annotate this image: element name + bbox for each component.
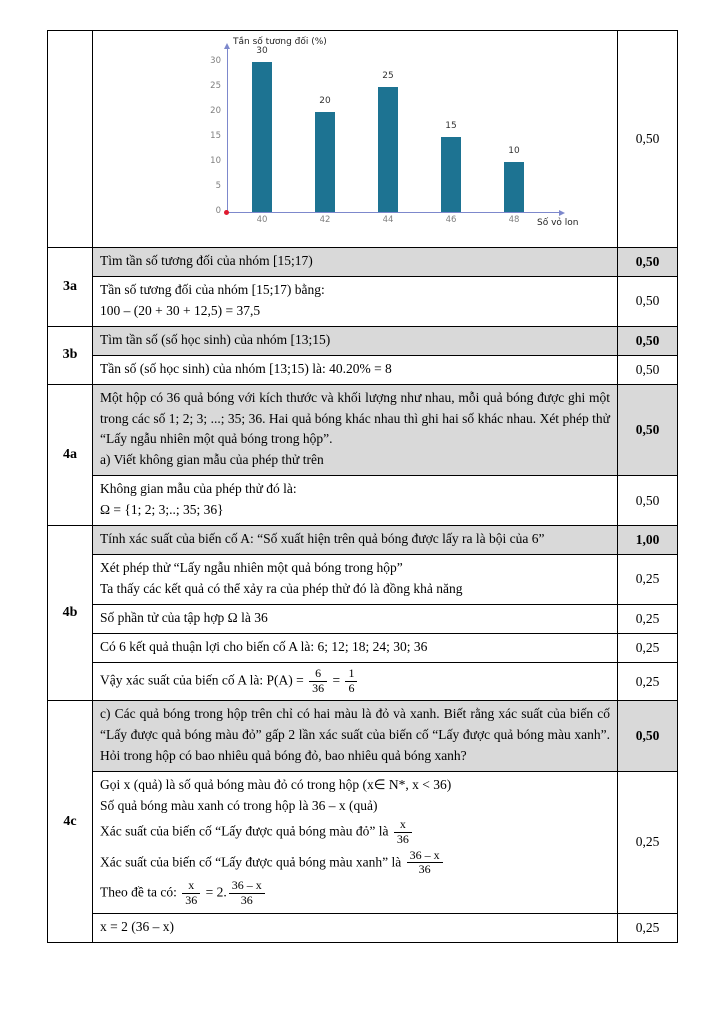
score-cell: 0,50 <box>618 31 678 248</box>
fraction-denominator: 36 <box>312 680 325 695</box>
content-line <box>100 388 610 451</box>
answer-cell <box>93 555 618 605</box>
x-tick-label: 44 <box>382 214 394 225</box>
chart-cell <box>93 31 618 248</box>
answer-cell <box>93 633 618 662</box>
rubric-row <box>48 248 678 277</box>
y-axis-arrow-icon <box>224 43 230 49</box>
text-segment: Gọi x (quả) là số quả bóng màu đỏ có trong hộp (x∈ N*, x < 36) <box>100 777 452 793</box>
text-segment: Tần số tương đối của nhóm [15;17) bằng: <box>100 281 325 297</box>
content-line <box>100 301 610 322</box>
frequency-bar-chart <box>185 36 615 241</box>
score-cell: 0,25 <box>618 633 678 662</box>
fraction-denominator: 6 <box>348 680 355 695</box>
text-segment: Không gian mẫu của phép thử đó là: <box>100 481 297 497</box>
content-line <box>100 775 610 796</box>
text-segment: Xác suất của biến cố “Lấy được quả bóng màu xanh” là <box>100 853 405 869</box>
question-label: 4c <box>48 701 93 942</box>
text-segment: Có 6 kết quả thuận lợi cho biến cố A là: 6; 12; 18; 24; 30; 36 <box>100 638 428 654</box>
y-tick-label: 5 <box>215 180 221 191</box>
text-segment: Theo đề ta có: <box>100 884 181 900</box>
question-label <box>48 31 93 248</box>
fraction-numerator: 1 <box>345 667 357 682</box>
fraction-numerator: 36 – x <box>229 879 265 894</box>
score-cell: 0,50 <box>618 701 678 772</box>
chart-bar <box>378 87 398 212</box>
content-line <box>100 479 610 500</box>
text-segment: = 2. <box>202 884 227 900</box>
answer-cell <box>93 913 618 942</box>
content-line <box>100 796 610 817</box>
content-line <box>100 359 610 380</box>
rubric-row <box>48 526 678 555</box>
chart-bar <box>441 137 461 212</box>
fraction <box>345 667 357 696</box>
text-segment: a) Viết không gian mẫu của phép thử trên <box>100 452 324 468</box>
y-tick-label: 10 <box>210 155 221 166</box>
fraction-denominator: 36 <box>240 892 253 907</box>
x-tick-label: 48 <box>508 214 520 225</box>
chart-bar <box>252 62 272 212</box>
bar-value-label: 15 <box>445 121 457 132</box>
score-cell: 0,50 <box>618 248 678 277</box>
content-line <box>100 251 610 272</box>
y-tick-label: 0 <box>215 205 221 216</box>
fraction-denominator: 36 <box>418 862 431 877</box>
content-line <box>100 666 610 697</box>
content-line <box>100 579 610 600</box>
fraction-numerator: 6 <box>309 667 327 682</box>
fraction <box>407 849 443 878</box>
rubric-row <box>48 662 678 701</box>
content-line <box>100 848 610 879</box>
x-axis-arrow-icon <box>559 210 565 216</box>
chart-bar <box>504 162 524 212</box>
text-segment: 100 – (20 + 30 + 12,5) = 37,5 <box>100 302 261 318</box>
y-tick-label: 30 <box>210 55 221 66</box>
content-line <box>100 529 610 550</box>
question-statement-cell <box>93 701 618 772</box>
score-cell: 0,50 <box>618 326 678 355</box>
score-cell: 0,25 <box>618 662 678 701</box>
y-tick-label: 20 <box>210 105 221 116</box>
text-segment: Tần số (số học sinh) của nhóm [13;15) là: 40.20% = 8 <box>100 360 392 376</box>
y-axis <box>227 49 228 213</box>
text-segment: Một hộp có 36 quả bóng với kích thước và khối lượng như nhau, mỗi quả bóng được ghi một trong các số 1; 2; 3; ...; 35; 36. Hai quả bóng khác nhau thì ghi hai số khác nhau. Xét phép thử “Lấy ngẫu nhiên một quả bóng trong hộp”. <box>100 389 610 447</box>
fraction-denominator: 36 <box>396 831 409 846</box>
content-line <box>100 704 610 767</box>
answer-cell <box>93 662 618 701</box>
y-axis-title: Tần số tương đối (%) <box>233 37 327 47</box>
fraction <box>229 879 265 908</box>
text-segment: c) Các quả bóng trong hộp trên chỉ có hai màu là đỏ và xanh. Biết rằng xác suất của biến cố “Lấy được quả bóng màu đỏ” gấp 2 lần xác suất của biến cố “Lấy được quả bóng màu xanh”. Hỏi trong hộp có bao nhiêu quả bóng đỏ, bao nhiêu quả bóng xanh? <box>100 706 610 764</box>
text-segment: x = 2 (36 – x) <box>100 918 174 934</box>
rubric-row <box>48 476 678 526</box>
score-cell: 0,50 <box>618 476 678 526</box>
x-tick-label: 40 <box>256 214 268 225</box>
rubric-row <box>48 633 678 662</box>
text-segment: Xác suất của biến cố “Lấy được quả bóng màu đỏ” là <box>100 823 392 839</box>
x-tick-label: 46 <box>445 214 457 225</box>
fraction-denominator: 36 <box>185 892 198 907</box>
answer-cell <box>93 476 618 526</box>
question-label: 3a <box>48 248 93 327</box>
score-cell: 0,25 <box>618 604 678 633</box>
rubric-row <box>48 913 678 942</box>
question-statement-cell <box>93 326 618 355</box>
rubric-row <box>48 31 678 248</box>
text-segment: Tính xác suất của biến cố A: “Số xuất hiện trên quả bóng được lấy ra là bội của 6” <box>100 531 545 547</box>
bar-value-label: 10 <box>508 146 520 157</box>
chart-bar <box>315 112 335 212</box>
content-line <box>100 917 610 938</box>
x-tick-label: 42 <box>319 214 331 225</box>
rubric-row <box>48 772 678 914</box>
text-segment: Ω = {1; 2; 3;..; 35; 36} <box>100 502 224 518</box>
text-segment: Vậy xác suất của biến cố A là: P(A) = <box>100 672 308 688</box>
content-line <box>100 878 610 909</box>
bar-value-label: 20 <box>319 96 331 107</box>
question-label: 4a <box>48 384 93 526</box>
rubric-row <box>48 701 678 772</box>
content-line <box>100 608 610 629</box>
score-cell: 0,25 <box>618 772 678 914</box>
score-cell: 1,00 <box>618 526 678 555</box>
rubric-row <box>48 604 678 633</box>
score-cell: 0,50 <box>618 355 678 384</box>
score-cell: 0,25 <box>618 555 678 605</box>
score-cell: 0,25 <box>618 913 678 942</box>
fraction <box>309 667 327 696</box>
rubric-row <box>48 276 678 326</box>
text-segment: Số phần tử của tập hợp Ω là 36 <box>100 609 268 625</box>
answer-cell <box>93 276 618 326</box>
answer-cell <box>93 604 618 633</box>
origin-dot <box>224 210 229 215</box>
question-statement-cell <box>93 248 618 277</box>
content-line <box>100 637 610 658</box>
y-tick-label: 25 <box>210 80 221 91</box>
answer-rubric-table <box>47 30 678 943</box>
bar-value-label: 25 <box>382 71 394 82</box>
question-statement-cell <box>93 526 618 555</box>
text-segment: Ta thấy các kết quả có thể xảy ra của phép thử đó là đồng khả năng <box>100 580 463 596</box>
question-label: 4b <box>48 526 93 701</box>
text-segment: Tìm tần số (số học sinh) của nhóm [13;15) <box>100 331 331 347</box>
fraction-numerator: 36 – x <box>407 849 443 864</box>
fraction-numerator: x <box>182 879 200 894</box>
text-segment: Xét phép thử “Lấy ngẫu nhiên một quả bóng trong hộp” <box>100 560 403 576</box>
fraction-numerator: x <box>394 818 412 833</box>
x-axis-title: Số vỏ lon <box>537 218 579 229</box>
fraction <box>394 818 412 847</box>
y-tick-label: 15 <box>210 130 221 141</box>
table-body <box>48 31 678 943</box>
text-segment: Số quả bóng màu xanh có trong hộp là 36 – x (quả) <box>100 798 378 814</box>
answer-cell <box>93 772 618 914</box>
bar-value-label: 30 <box>256 46 268 57</box>
rubric-row <box>48 355 678 384</box>
rubric-row <box>48 326 678 355</box>
rubric-row <box>48 555 678 605</box>
content-line <box>100 817 610 848</box>
content-line <box>100 280 610 301</box>
answer-cell <box>93 355 618 384</box>
text-segment: = <box>329 672 344 688</box>
question-statement-cell <box>93 384 618 476</box>
content-line <box>100 558 610 579</box>
content-line <box>100 450 610 471</box>
fraction <box>182 879 200 908</box>
rubric-row <box>48 384 678 476</box>
content-line <box>100 500 610 521</box>
score-cell: 0,50 <box>618 276 678 326</box>
content-line <box>100 330 610 351</box>
text-segment: Tìm tần số tương đối của nhóm [15;17) <box>100 253 313 268</box>
question-label: 3b <box>48 326 93 384</box>
score-cell: 0,50 <box>618 384 678 476</box>
